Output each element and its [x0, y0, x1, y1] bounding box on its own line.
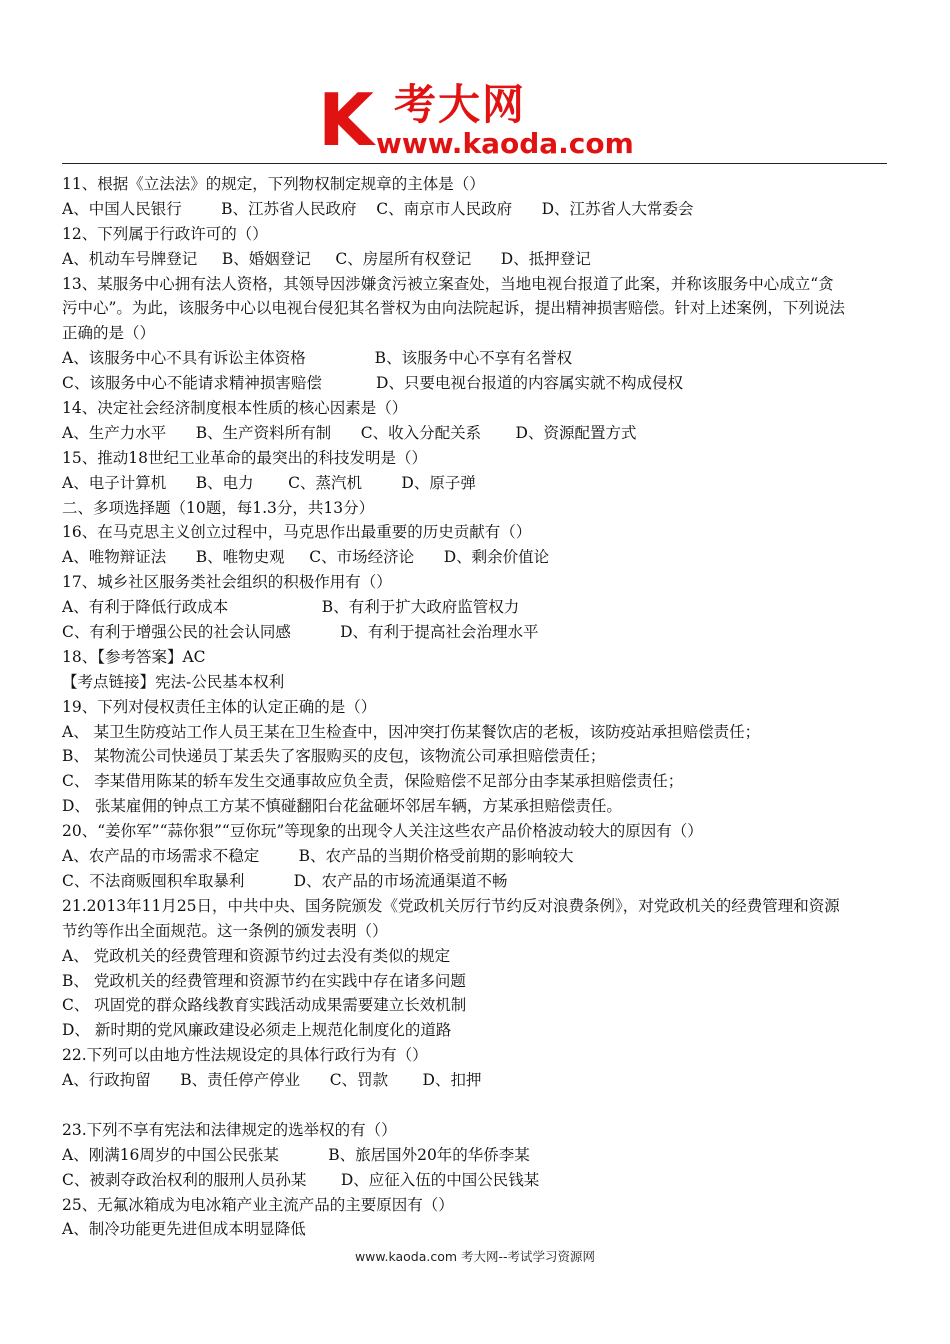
- text-line: 【考点链接】宪法-公民基本权利: [62, 672, 285, 691]
- text-line: A、行政拘留 B、责任停产停业 C、罚款 D、扣押: [62, 1071, 482, 1090]
- text-line: D、 新时期的党风廉政建设必须走上规范化制度化的道路: [62, 1021, 452, 1040]
- text-line: 节约等作出全面规范。这一条例的颁发表明（）: [62, 921, 388, 940]
- header-divider: [62, 163, 887, 164]
- text-line: A、 党政机关的经费管理和资源节约过去没有类似的规定: [62, 946, 451, 965]
- text-line: A、有利于降低行政成本 B、有利于扩大政府监管权力: [62, 598, 520, 617]
- text-line: 13、某服务中心拥有法人资格，其领导因涉嫌贪污被立案查处，当地电视台报道了此案，并称该服务中心成立“贪: [62, 274, 834, 293]
- text-line: 20、“姜你军”“蒜你狠”“豆你玩”等现象的出现令人关注这些农产品价格波动较大的原因有（）: [62, 822, 703, 841]
- text-line: 正确的是（）: [62, 324, 156, 343]
- kaoda-logo: [318, 78, 638, 162]
- text-line: 12、下列属于行政许可的（）: [62, 224, 268, 243]
- text-line: 11、根据《立法法》的规定，下列物权制定规章的主体是（）: [62, 175, 485, 193]
- blank-line: [62, 1093, 890, 1118]
- text-line: A、生产力水平 B、生产资料所有制 C、收入分配关系 D、资源配置方式: [62, 423, 637, 442]
- text-line: 15、推动18世纪工业革命的最突出的科技发明是（）: [62, 448, 427, 467]
- text-line: 16、在马克思主义创立过程中，马克思作出最重要的历史贡献有（）: [62, 523, 532, 542]
- text-line: 21.2013年11月25日，中共中央、国务院颁发《党政机关厉行节约反对浪费条例》，对党政机关的经费管理和资源: [62, 896, 840, 915]
- page-footer: www.kaoda.com 考大网--考试学习资源网: [354, 1249, 596, 1264]
- document-body: [62, 172, 890, 1242]
- text-line: C、被剥夺政治权利的服刑人员孙某 D、应征入伍的中国公民钱某: [62, 1170, 540, 1189]
- text-line: B、 某物流公司快递员丁某丢失了客服购买的皮包，该物流公司承担赔偿责任；: [62, 747, 606, 766]
- text-line: 17、城乡社区服务类社会组织的积极作用有（）: [62, 573, 392, 592]
- text-line: 18、【参考答案】AC: [62, 647, 206, 666]
- text-line: A、机动车号牌登记 B、婚姻登记 C、房屋所有权登记 D、抵押登记: [62, 249, 591, 268]
- text-line: C、 李某借用陈某的轿车发生交通事故应负全责，保险赔偿不足部分由李某承担赔偿责任；: [62, 772, 684, 791]
- text-line: D、 张某雇佣的钟点工方某不慎碰翻阳台花盆砸坏邻居车辆，方某承担赔偿责任。: [62, 797, 622, 816]
- text-line: A、 某卫生防疫站工作人员王某在卫生检查中，因冲突打伤某餐饮店的老板，该防疫站承担赔偿责任；: [62, 722, 761, 741]
- section-heading: 二、多项选择题（10题，每1.3分，共13分）: [62, 498, 375, 517]
- text-line: A、刚满16周岁的中国公民张某 B、旅居国外20年的华侨李某: [62, 1145, 530, 1164]
- text-line: 19、下列对侵权责任主体的认定正确的是（）: [62, 697, 377, 716]
- text-line: A、农产品的市场需求不稳定 B、农产品的当期价格受前期的影响较大: [62, 847, 574, 866]
- text-line: B、 党政机关的经费管理和资源节约在实践中存在诸多问题: [62, 971, 466, 990]
- text-line: C、 巩固党的群众路线教育实践活动成果需要建立长效机制: [62, 996, 467, 1015]
- text-line: A、中国人民银行 B、江苏省人民政府 C、南京市人民政府 D、江苏省人大常委会: [62, 199, 694, 218]
- text-line: A、制冷功能更先进但成本明显降低: [62, 1220, 306, 1239]
- text-line: A、唯物辩证法 B、唯物史观 C、市场经济论 D、剩余价值论: [62, 548, 550, 567]
- text-line: C、不法商贩囤积牟取暴利 D、农产品的市场流通渠道不畅: [62, 871, 508, 890]
- text-line: 14、决定社会经济制度根本性质的核心因素是（）: [62, 399, 408, 418]
- text-line: C、该服务中心不能请求精神损害赔偿 D、只要电视台报道的内容属实就不构成侵权: [62, 374, 683, 393]
- text-line: 污中心”。为此，该服务中心以电视台侵犯其名誉权为由向法院起诉，提出精神损害赔偿。针对上述案例，下列说法: [62, 299, 845, 318]
- logo-k-mark: K: [318, 78, 374, 162]
- text-line: C、有利于增强公民的社会认同感 D、有利于提高社会治理水平: [62, 623, 539, 642]
- text-line: A、电子计算机 B、电力 C、蒸汽机 D、原子弹: [62, 473, 476, 492]
- logo-url: www.kaoda.com: [376, 127, 634, 160]
- text-line: 25、无氟冰箱成为电冰箱产业主流产品的主要原因有（）: [62, 1195, 454, 1214]
- text-line: A、该服务中心不具有诉讼主体资格 B、该服务中心不享有名誉权: [62, 349, 573, 368]
- text-line: 23.下列不享有宪法和法律规定的选举权的有（）: [62, 1120, 397, 1139]
- text-line: 22.下列可以由地方性法规设定的具体行政行为有（）: [62, 1046, 428, 1065]
- logo-site-name: 考大网: [394, 80, 527, 129]
